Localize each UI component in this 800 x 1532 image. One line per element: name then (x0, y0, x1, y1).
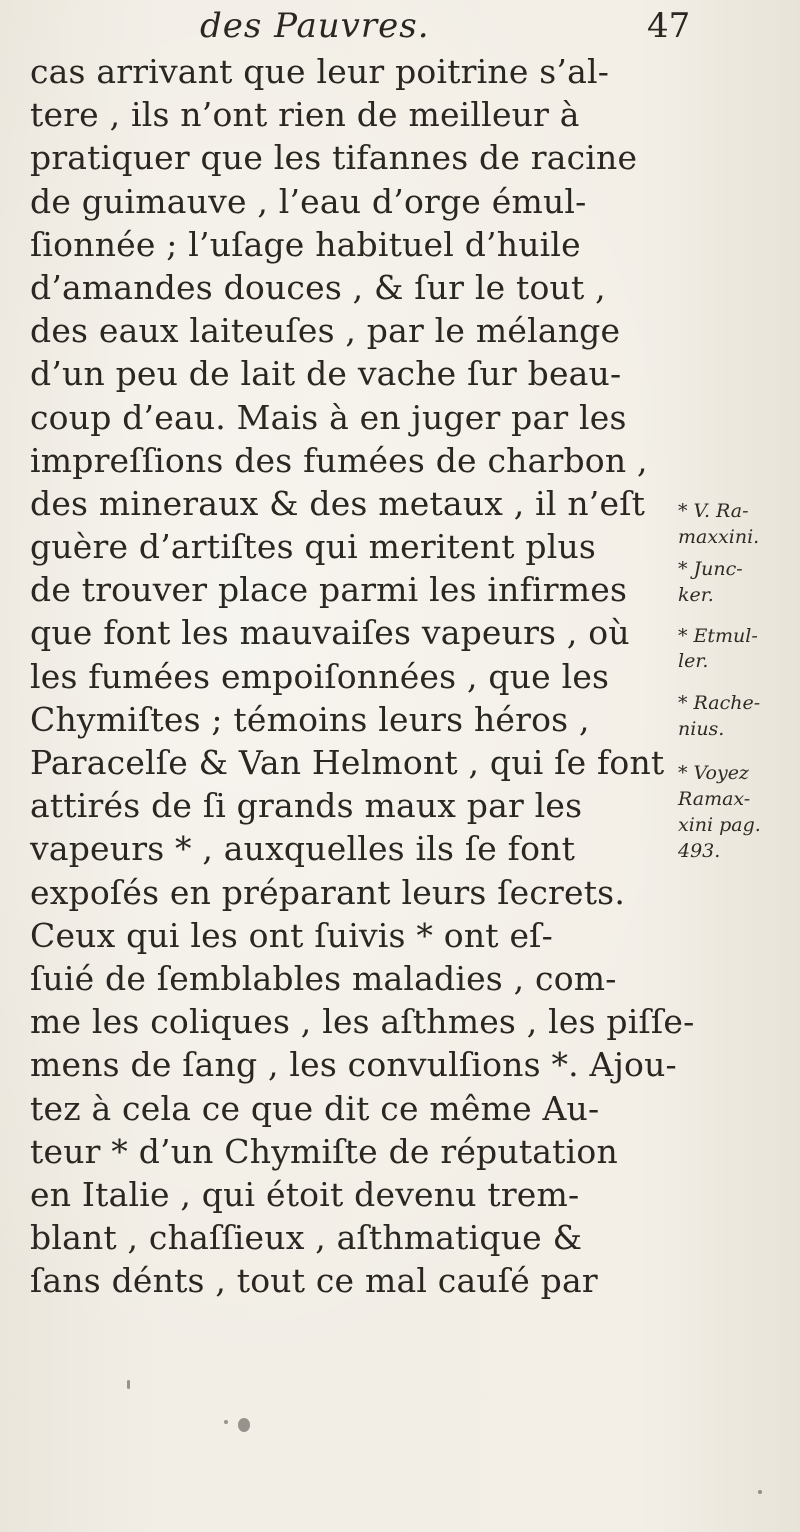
text-line: attirés de ſi grands maux par les (30, 786, 583, 826)
running-title: des Pauvres. (200, 6, 430, 46)
text-line: guère d’artiſtes qui meritent plus (30, 527, 597, 567)
ink-speck (127, 1380, 130, 1389)
text-line: tez à cela ce que dit ce même Au- (30, 1088, 600, 1128)
text-line: blant , chaſſieux , aſthmatique & (30, 1218, 583, 1258)
text-line: des mineraux & des metaux , il n’eſt (30, 483, 646, 523)
ink-speck (224, 1420, 228, 1424)
text-line: d’un peu de lait de vache ſur beau- (30, 354, 622, 394)
margin-note: xini pag. (678, 814, 761, 836)
text-line: pratiquer que les tifannes de racine (30, 138, 638, 178)
text-line: impreſſions des fumées de charbon , (30, 440, 648, 480)
text-line: ſionnée ; l’uſage habituel d’huile (30, 224, 581, 264)
page-header (200, 6, 720, 46)
margin-note: nius. (678, 718, 725, 740)
margin-note: * Voyez (678, 762, 749, 784)
margin-note: ker. (678, 584, 714, 606)
margin-note: maxxini. (678, 526, 760, 548)
text-line: Ceux qui les ont ſuivis * ont eſ- (30, 915, 553, 955)
margin-note: * V. Ra- (678, 500, 749, 522)
margin-note: * Junc- (678, 558, 743, 580)
text-line: de trouver place parmi les infirmes (30, 570, 628, 610)
text-line: de guimauve , l’eau d’orge émul- (30, 181, 587, 221)
text-line: en Italie , qui étoit devenu trem- (30, 1174, 580, 1214)
text-line: tere , ils n’ont rien de meilleur à (30, 95, 580, 135)
text-line: Paracelſe & Van Helmont , qui ſe font (30, 743, 665, 782)
text-line: mens de ſang , les convulſions *. Ajou- (30, 1045, 677, 1085)
text-line: d’amandes douces , & ſur le tout , (30, 267, 606, 307)
margin-note: * Rache- (678, 692, 761, 714)
margin-note: 493. (678, 840, 721, 862)
ink-speck (758, 1490, 762, 1494)
text-line: Chymiſtes ; témoins leurs héros , (30, 699, 590, 739)
text-line: les fumées empoiſonnées , que les (30, 656, 610, 696)
text-line: teur * d’un Chymiſte de réputation (30, 1131, 618, 1171)
margin-note: Ramax- (678, 788, 751, 810)
margin-note: ler. (678, 650, 709, 672)
text-line: ſuié de ſemblables maladies , com- (30, 958, 617, 998)
text-line: me les coliques , les aſthmes , les piſſe- (30, 1002, 695, 1042)
page-number: 47 (647, 6, 691, 46)
text-line: expoſés en préparant leurs ſecrets. (30, 872, 626, 912)
text-line: ſans dénts , tout ce mal cauſé par (30, 1261, 598, 1301)
text-line: vapeurs * , auxquelles ils ſe font (30, 829, 576, 869)
text-line: coup d’eau. Mais à en juger par les (30, 397, 627, 437)
text-line: que font les mauvaiſes vapeurs , où (30, 613, 630, 653)
text-line: cas arrivant que leur poitrine s’al- (30, 52, 610, 91)
margin-note: * Etmul- (678, 625, 758, 647)
ink-blot (238, 1418, 250, 1432)
text-line: des eaux laiteuſes , par le mélange (30, 311, 621, 351)
